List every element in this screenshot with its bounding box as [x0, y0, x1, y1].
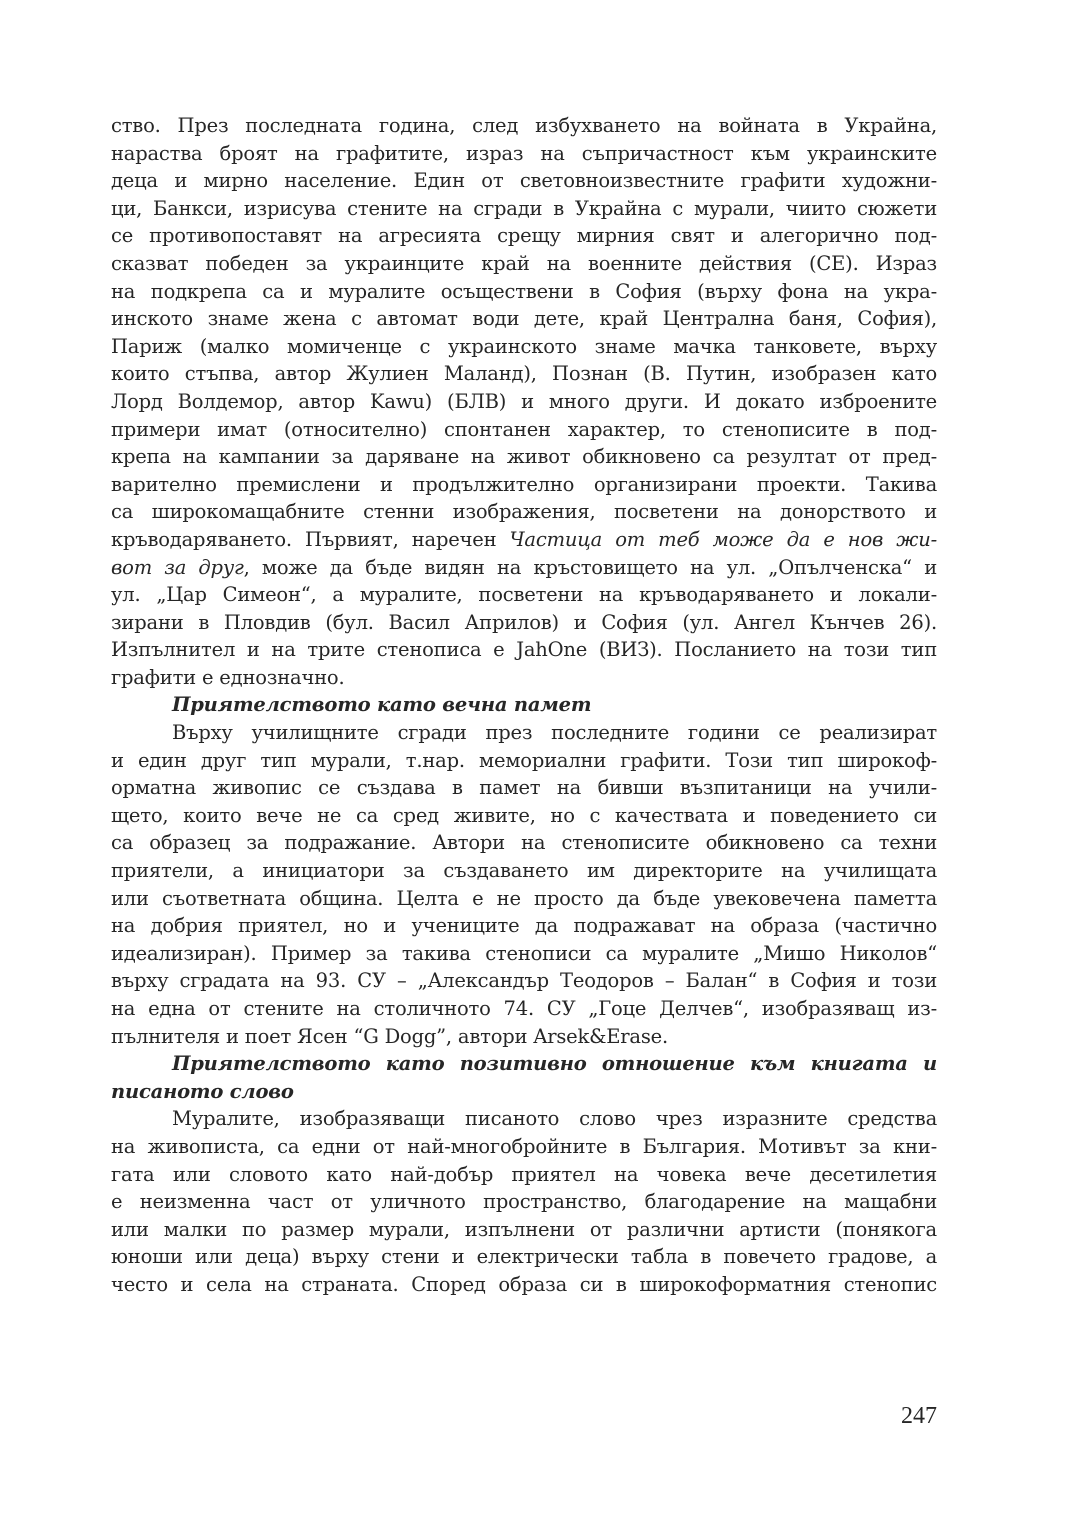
text-line: зирани в Пловдив (бул. Васил Априлов) и София (ул. Ангел Кънчев 26).: [111, 610, 937, 634]
text-line: пълнителя и поет Ясен “G Dogg”, автори Arsek&Erase.: [111, 1024, 668, 1048]
text-line: и един друг тип мурали, т.нар. мемориални графити. Този тип широкоф-: [111, 748, 937, 772]
section-heading-books-and-written-word: [111, 1050, 937, 1105]
section-heading-eternal-memory: [111, 691, 937, 719]
text-line: примери имат (относително) спонтанен характер, то стенописите в под-: [111, 417, 937, 441]
text-line-mixed: [111, 554, 937, 582]
text-line: орматна живопис се създава в памет на бивши възпитаници на учили-: [111, 776, 937, 800]
text-line: ци, Банкси, изрисува стените на сгради в Украйна с мурали, чиито сюжети: [111, 196, 937, 220]
text-line: сказват победен за украинците край на военните действия (СЕ). Израз: [111, 251, 937, 275]
text-line: са образец за подражание. Автори на стенописите обикновено са техни: [111, 831, 937, 855]
text-segment: , може да бъде видян на кръстовището на ул. „Опълченска“ и: [243, 555, 937, 579]
text-line: на живописта, са едни от най-многобройните в България. Мотивът за кни-: [111, 1134, 937, 1158]
text-line: или малки по размер мурали, изпълнени от различни артисти (понякога: [111, 1217, 937, 1241]
page-number: 247: [901, 1403, 937, 1429]
text-line: се противопоставят на агресията срещу мирния свят и алегорично под-: [111, 224, 937, 248]
text-line: на добрия приятел, но и учениците да подражават на образа (частично: [111, 914, 937, 938]
text-line: Париж (малко момиченце с украинското знаме мачка танковете, върху: [111, 334, 937, 358]
text-line: деца и мирно население. Един от световноизвестните графити художни-: [111, 169, 937, 193]
paragraph-written-word-murals: [111, 1105, 937, 1298]
paragraph-memorial-graffiti: [111, 719, 937, 1050]
text-line: ул. „Цар Симеон“, а муралите, посветени на кръводаряването и локали-: [111, 583, 937, 607]
heading-line: Приятелството като позитивно отношение към книгата и: [172, 1052, 937, 1076]
heading-line: писаното слово: [111, 1079, 294, 1103]
text-line: на подкрепа са и муралите осъществени в София (върху фона на укра-: [111, 279, 937, 303]
text-line: върху сградата на 93. СУ – „Александър Теодоров – Балан“ в София и този: [111, 969, 937, 993]
text-line: които стъпва, автор Жулиен Маланд), Познан (В. Путин, изобразен като: [111, 362, 937, 386]
text-line: Изпълнител и на трите стенописа е JahOne (ВИЗ). Посланието на този тип: [111, 638, 937, 662]
text-line: гата или словото като най-добър приятел на човека вече десетилетия: [111, 1162, 937, 1186]
text-line: Върху училищните сгради през последните години се реализират: [172, 721, 937, 745]
text-line: юноши или деца) върху стени и електрически табла в повечето градове, а: [111, 1245, 937, 1269]
text-line: графити е еднозначно.: [111, 665, 345, 689]
text-line: инското знаме жена с автомат води дете, край Централна баня, София),: [111, 307, 937, 331]
text-line: нараства броят на графитите, израз на съпричастност към украинските: [111, 141, 937, 165]
text-line: или съответната община. Целта е не просто да бъде увековечена паметта: [111, 886, 937, 910]
italic-title-segment: Частица от теб може да е нов жи-: [509, 527, 937, 551]
text-line: често и села на страната. Според образа си в широкоформатния стенопис: [111, 1272, 937, 1296]
text-line: щето, които вече не са сред живите, но с качествата и поведението си: [111, 803, 937, 827]
text-line-mixed: [111, 526, 937, 554]
text-line: крепа на кампании за даряване на живот обикновено са резултат от пред-: [111, 445, 937, 469]
text-line: Муралите, изобразяващи писаното слово чрез изразните средства: [172, 1107, 937, 1131]
text-line: са широкомащабните стенни изображения, посветени на донорството и: [111, 500, 937, 524]
text-line: е неизменна част от уличното пространство, благодарение на мащабни: [111, 1190, 937, 1214]
text-line: ство. През последната година, след избухването на войната в Украйна,: [111, 114, 937, 137]
italic-title-segment: вот за друг: [111, 555, 244, 579]
text-line: на една от стените на столичното 74. СУ „Гоце Делчев“, изобразяващ из-: [111, 997, 937, 1020]
heading-line: Приятелството като вечна памет: [172, 693, 592, 717]
text-line: Лорд Волдемор, автор Kawu) (БЛВ) и много други. И докато изброените: [111, 389, 937, 413]
document-page: [111, 112, 937, 1299]
text-line: идеализиран). Пример за такива стенописи са муралите „Мишо Николов“: [111, 941, 937, 965]
text-line: приятели, а инициатори за създаването им директорите на училищата: [111, 859, 937, 883]
paragraph-intro: [111, 112, 937, 691]
text-line: варително премислени и продължително организирани проекти. Такива: [111, 472, 937, 496]
text-segment: кръводаряването. Първият, наречен: [111, 527, 510, 551]
